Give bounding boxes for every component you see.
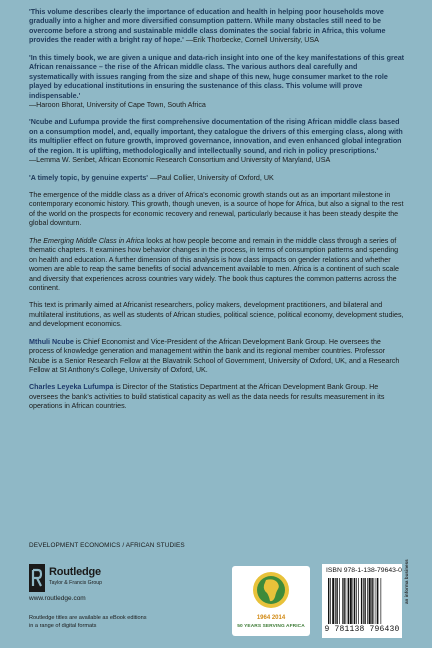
endorsement-quote: 'In this timely book, we are given a unique and data-rich insight into one of the key manifestations of this great African renaissance – the rise of the African middle class. The various authors deal carefully and systematically with issues ranging from the size and shape of this new, huge consumer market to the role played by educational institutions in ensuring the sustenance of this class. This volume will prove indispensable.' — [29, 53, 405, 100]
author-bio — [29, 338, 405, 376]
barcode-digits: 9 781138 796430 — [324, 625, 400, 634]
author-name: Charles Leyeka Lufumpa — [29, 383, 114, 392]
endorsement — [29, 174, 405, 183]
publisher-name: Routledge — [49, 566, 101, 578]
description-paragraph: The emergence of the middle class as a driver of Africa's economic growth stands out as an important milestone in contemporary economic history. This growth, though uneven, is a source of hope for Africa, but also a signal to the rest of the world on the prospects for economic recovery and renewal, particularly because it has been steady despite the global downturn. — [29, 191, 404, 228]
publisher-group: Taylor & Francis Group — [49, 580, 103, 586]
description-text: looks at how people become and remain in the middle class through a series of thematic chapters. It examines how behavior changes in the process, in terms of consumption patterns and spending on health and education. A further dimension of this analysis is how class impacts on gender relations and whether women are able to reap the same benefits of social advancement available to men. Africa is a continent of such scale and diversity that experiences across countries vary widely. The book thus captures the common patterns across the continent. — [29, 236, 399, 292]
endorsement — [29, 54, 405, 111]
endorsement-quote: 'Ncube and Lufumpa provide the first comprehensive documentation of the rising African middle class based on a consumption model, and, equally important, they catalogue the drivers of this emerging class, along with its multiplier effect on future growth, improved governance, innovation, and even enhanced global integration of the region. It is uplifting, methodologically and intellectually sound, and rich in policy prescriptions.' — [29, 118, 403, 155]
book-title: The Emerging Middle Class in Africa — [29, 236, 145, 245]
endorsement-quote: 'A timely topic, by genuine experts' — [29, 173, 148, 182]
endorsement — [29, 8, 405, 46]
author-bio — [29, 383, 405, 411]
author-bio-text: is Chief Economist and Vice-President of the African Development Bank Group. He oversees the process of knowledge generation and management within the bank and its regional member countries. Professor Ncube is a Senior Research Fellow at the Blavatnik School of Government, University of Oxford, UK, and a Research Fellow at St Anthony's College, University of Oxford, UK. — [29, 337, 400, 374]
endorsement-attribution: —Haroon Bhorat, University of Cape Town, South Africa — [29, 100, 206, 109]
africa-map-icon — [251, 570, 291, 610]
ebook-note: Routledge titles are available as eBook editions in a range of digital formats — [29, 615, 147, 629]
endorsement-quote: 'This volume describes clearly the importance of education and health in helping poor households move gradually into a higher and more diversified consumption pattern. While many obstacles still need to be overcome before a strong and sustainable middle class dominates the social fabric in Africa, this volume provides the reader with a bright ray of hope.' — [29, 8, 386, 45]
author-bio-text: is Director of the Statistics Department at the African Development Bank Group. He oversees the bank's activities to build statistical capacity as well as the data needs for results measurement in its operations in African countries. — [29, 383, 385, 411]
routledge-logo-icon — [29, 564, 45, 592]
publisher-url[interactable]: www.routledge.com — [29, 595, 86, 602]
endorsement — [29, 118, 405, 165]
anniversary-badge — [232, 566, 310, 636]
description-paragraph: This text is primarily aimed at Africanist researchers, policy makers, development practitioners, and bilateral and multilateral institutions, as well as students of African studies, political science, political economy, development studies, and development economics. — [29, 301, 404, 329]
back-cover-text — [29, 8, 405, 420]
description-paragraph — [29, 237, 405, 294]
barcode-icon — [328, 578, 396, 624]
badge-years: 1964 2014 — [256, 615, 286, 621]
informa-tagline: an informa business — [404, 559, 409, 604]
endorsement-attribution: —Erik Thorbecke, Cornell University, USA — [183, 36, 319, 45]
subject-category: DEVELOPMENT ECONOMICS / AFRICAN STUDIES — [29, 542, 185, 549]
badge-tagline: 50 YEARS SERVING AFRICA — [237, 624, 305, 629]
isbn-label: ISBN 978-1-138-79643-0 — [326, 567, 402, 574]
endorsement-attribution: —Paul Collier, University of Oxford, UK — [148, 173, 274, 182]
endorsement-attribution: —Lemma W. Senbet, African Economic Research Consortium and University of Maryland, USA — [29, 156, 331, 165]
barcode-panel — [322, 564, 402, 638]
author-name: Mthuli Ncube — [29, 337, 74, 346]
